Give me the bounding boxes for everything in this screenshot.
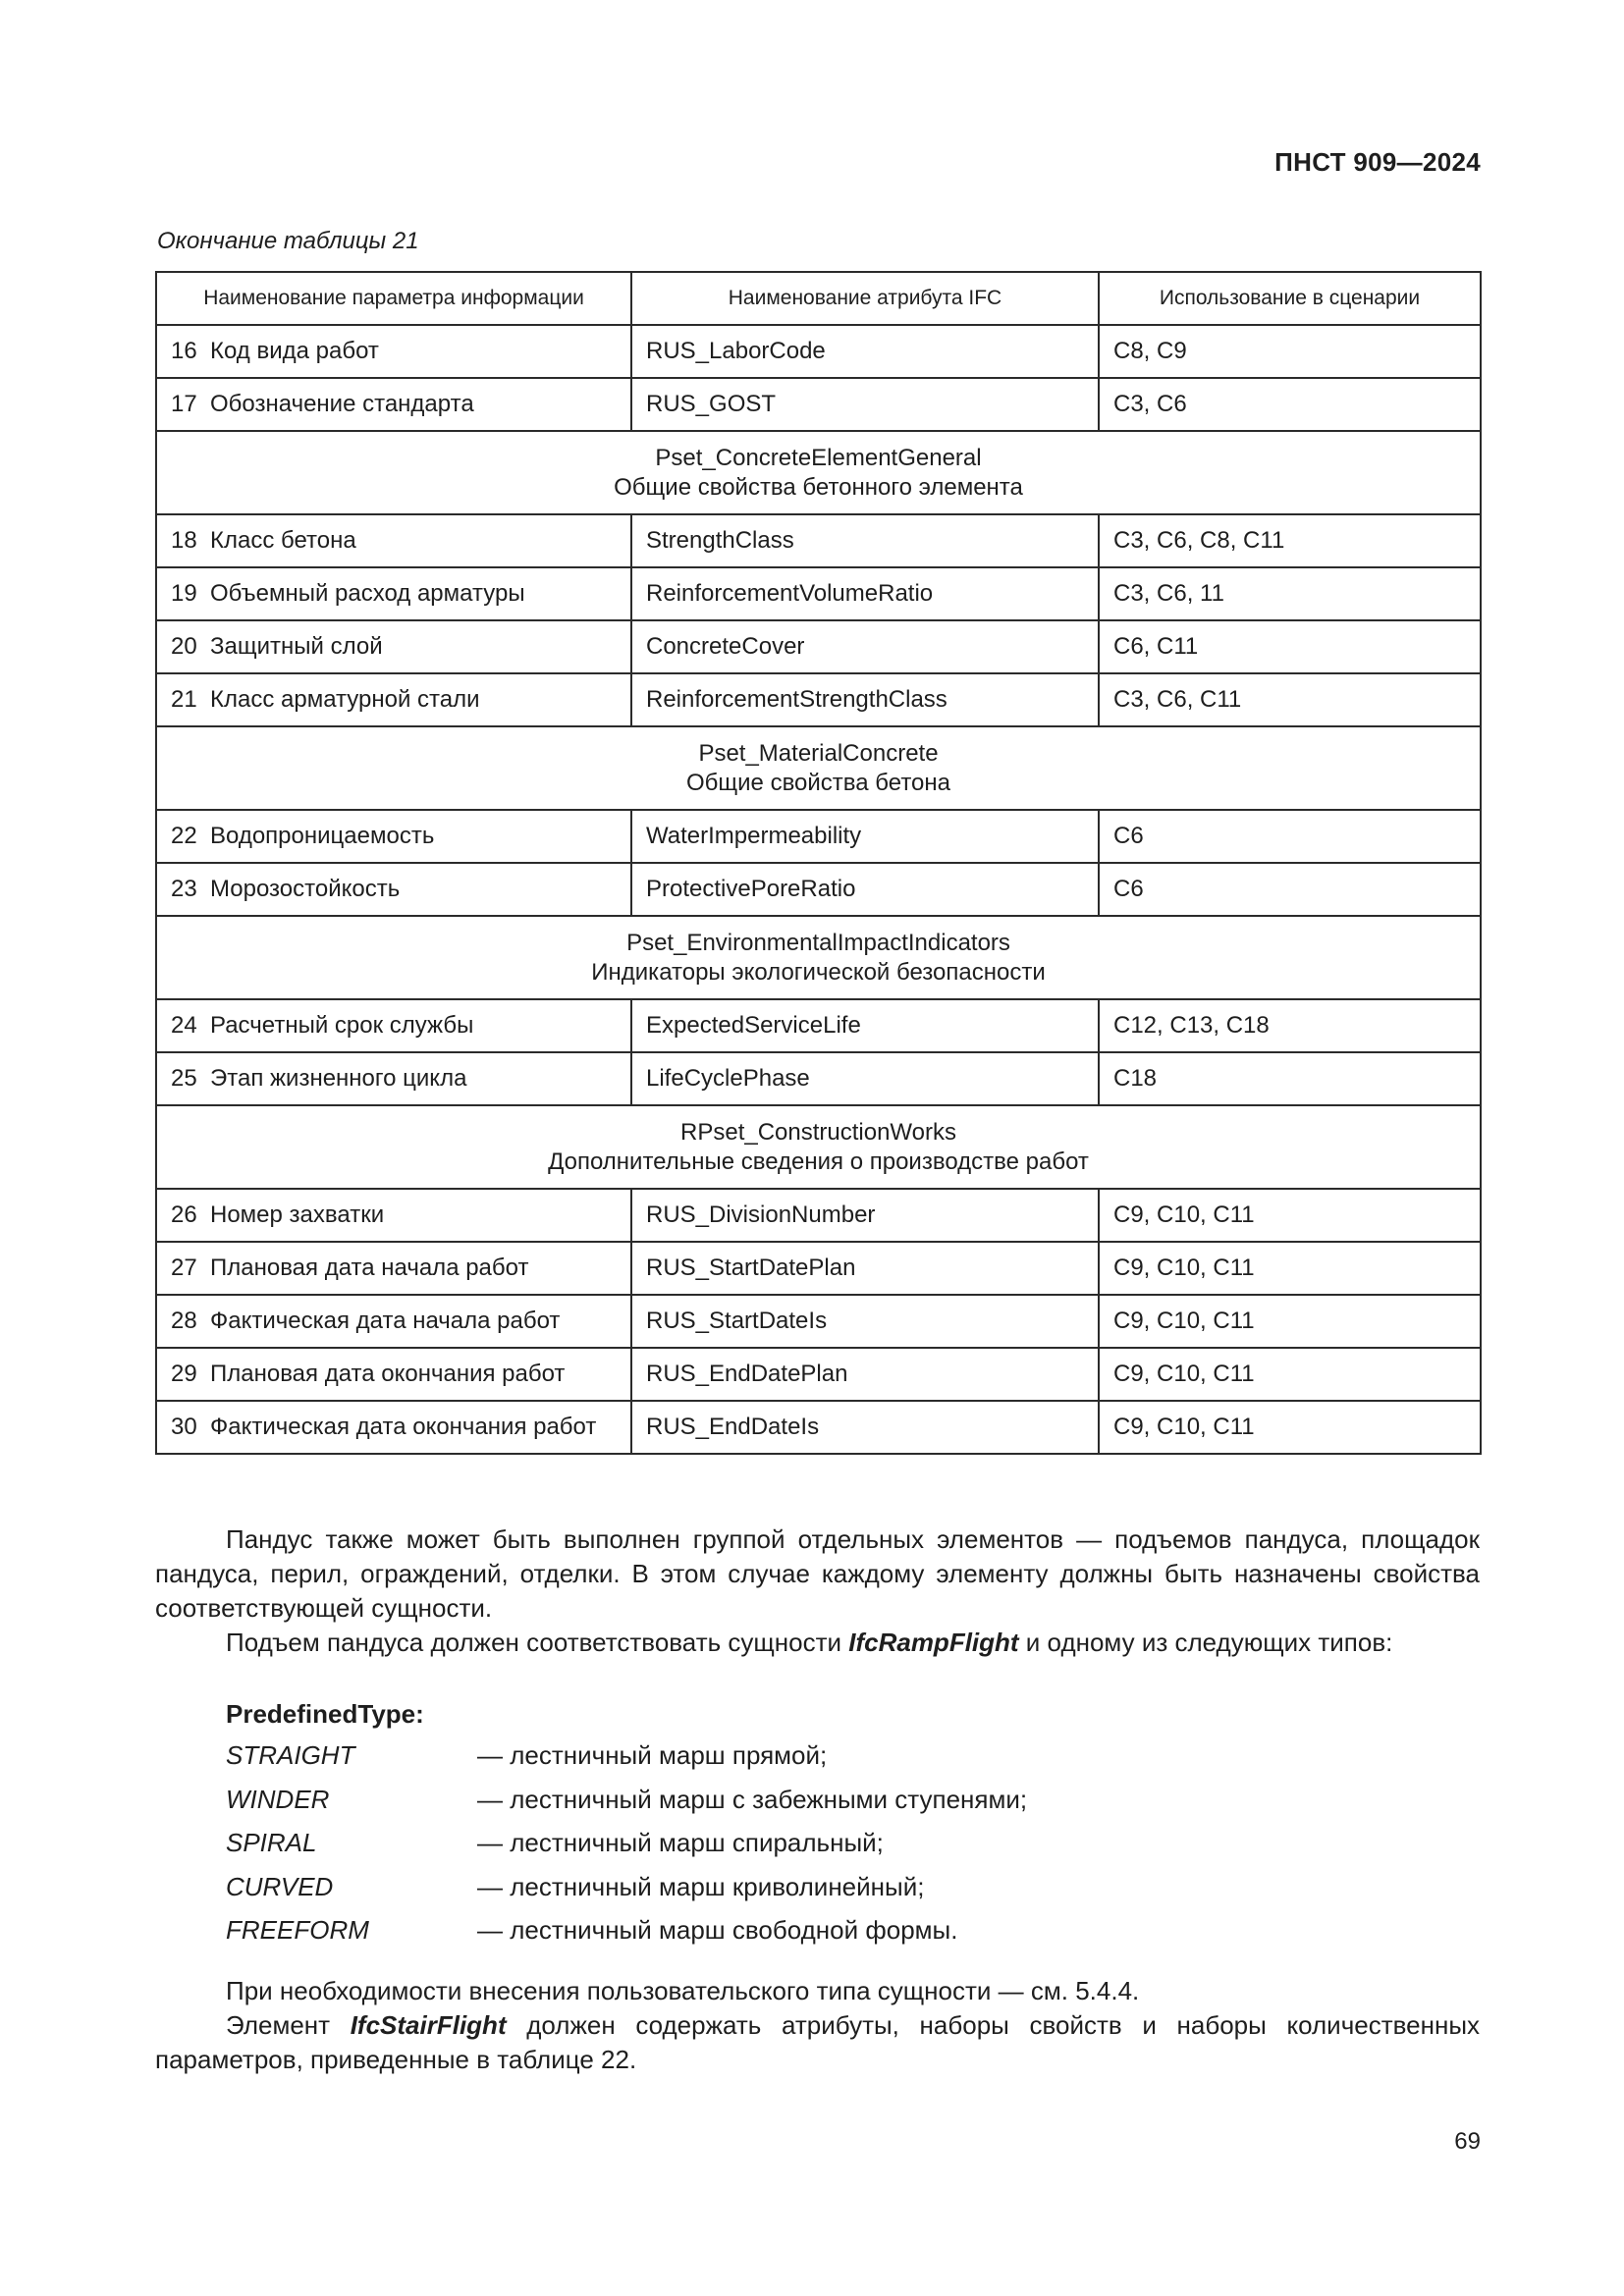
property-set-description: Общие свойства бетона [685,769,950,796]
table-row [156,863,1481,916]
predefined-type-key: SPIRAL [226,1828,317,1857]
table-body [156,325,1481,1454]
ifc-attribute-cell: RUS_StartDatePlan [631,1242,1099,1295]
row-number: 17 [171,391,197,417]
predefined-type-description: — лестничный марш криволинейный; [477,1871,925,1901]
scenario-usage-cell: C6, C11 [1099,620,1481,673]
scenario-usage-cell: C3, C6, C11 [1099,673,1481,726]
paragraph-ramp-flight-text: Подъем пандуса должен соответствовать сущности [226,1628,849,1657]
table-row [156,673,1481,726]
table-row [156,1348,1481,1401]
parameter-cell [156,673,631,726]
predefined-type-item [226,1825,1027,1869]
row-number: 27 [171,1255,197,1281]
page-number: 69 [1454,2128,1481,2155]
table-group-row [156,1105,1481,1189]
scenario-usage-cell: C9, C10, C11 [1099,1295,1481,1348]
paragraph-stair-flight-tail: должен содержать атрибуты, наборы свойств и наборы количественных параметров, приведенные в таблице 22. [155,2010,1481,2074]
predefined-type-description: — лестничный марш спиральный; [477,1828,884,1857]
table-header-row [156,272,1481,325]
ifc-attribute-cell: ConcreteCover [631,620,1099,673]
parameter-name: Класс бетона [210,527,356,554]
parameter-name: Расчетный срок службы [210,1012,474,1039]
parameter-name: Класс арматурной стали [210,686,480,713]
table-row [156,378,1481,431]
ifc-attribute-cell: StrengthClass [631,514,1099,567]
predefined-type-list [226,1737,1027,1956]
table-row [156,514,1481,567]
row-number: 18 [171,527,197,554]
parameter-name: Номер захватки [210,1201,385,1228]
ifc-attribute-cell: RUS_GOST [631,378,1099,431]
parameter-cell [156,325,631,378]
property-set-header [156,916,1481,999]
document-id: ПНСТ 909—2024 [1274,147,1481,177]
table-row [156,999,1481,1052]
property-set-header [156,726,1481,810]
table-row [156,1189,1481,1242]
ifc-attribute-cell: ReinforcementStrengthClass [631,673,1099,726]
row-number: 20 [171,633,197,660]
parameter-cell [156,1242,631,1295]
scenario-usage-cell: C18 [1099,1052,1481,1105]
row-number: 25 [171,1065,197,1092]
table-group-row [156,726,1481,810]
table-caption: Окончание таблицы 21 [157,228,419,254]
scenario-usage-cell: C3, C6, C8, C11 [1099,514,1481,567]
scenario-usage-cell: C3, C6, 11 [1099,567,1481,620]
predefined-type-key: STRAIGHT [226,1740,355,1770]
parameter-name: Этап жизненного цикла [210,1065,467,1092]
ifc-attribute-cell: RUS_EndDatePlan [631,1348,1099,1401]
ifc-attribute-cell: WaterImpermeability [631,810,1099,863]
property-set-name: Pset_MaterialConcrete [698,739,939,767]
entity-ifcstairflight: IfcStairFlight [350,2010,507,2040]
row-number: 24 [171,1012,197,1039]
ifc-attribute-cell: LifeCyclePhase [631,1052,1099,1105]
body-text [155,1522,1480,1660]
paragraph-custom-type: При необходимости внесения пользовательского типа сущности — см. 5.4.4. [226,1976,1140,2005]
table-row [156,1401,1481,1454]
parameter-cell [156,863,631,916]
predefined-type-description: — лестничный марш с забежными ступенями; [477,1784,1028,1814]
scenario-usage-cell: C6 [1099,863,1481,916]
parameter-name: Морозостойкость [210,876,401,902]
property-set-description: Общие свойства бетонного элемента [614,473,1023,501]
parameter-cell [156,620,631,673]
scenario-usage-cell: C9, C10, C11 [1099,1401,1481,1454]
scenario-usage-cell: C12, C13, C18 [1099,999,1481,1052]
parameter-cell [156,378,631,431]
table-group-row [156,916,1481,999]
property-set-name: Pset_ConcreteElementGeneral [655,444,982,471]
property-set-name: RPset_ConstructionWorks [680,1118,956,1146]
parameter-cell [156,810,631,863]
parameter-name: Плановая дата окончания работ [210,1361,566,1387]
predefined-type-key: FREEFORM [226,1915,369,1945]
ifc-attribute-cell: RUS_EndDateIs [631,1401,1099,1454]
table-row [156,1295,1481,1348]
ifc-attribute-cell: ExpectedServiceLife [631,999,1099,1052]
property-set-header [156,1105,1481,1189]
parameter-cell [156,999,631,1052]
parameter-name: Объемный расход арматуры [210,580,525,607]
scenario-usage-cell: C6 [1099,810,1481,863]
row-number: 30 [171,1414,197,1440]
parameter-name: Фактическая дата начала работ [210,1308,561,1334]
parameter-cell [156,1401,631,1454]
body-text-bottom [155,1974,1480,2077]
paragraph-ramp-elements: Пандус также может быть выполнен группой отдельных элементов — подъемов пандуса, площадок пандуса, перил, ограждений, отделки. В этом случае каждому элементу должны быть назначены свойства соответствующей сущности. [155,1524,1480,1623]
paragraph-ramp-flight-tail: и одному из следующих типов: [1018,1628,1393,1657]
predefined-type-key: CURVED [226,1871,334,1901]
parameter-name: Код вида работ [210,338,379,364]
parameter-cell [156,567,631,620]
scenario-usage-cell: C9, C10, C11 [1099,1242,1481,1295]
predefined-type-key: WINDER [226,1784,330,1814]
parameter-name: Защитный слой [210,633,383,660]
scenario-usage-cell: C8, C9 [1099,325,1481,378]
row-number: 22 [171,823,197,849]
row-number: 28 [171,1308,197,1334]
table-row [156,325,1481,378]
row-number: 23 [171,876,197,902]
predefined-type-item [226,1869,1027,1913]
predefined-type-item [226,1737,1027,1782]
ifc-attribute-cell: RUS_LaborCode [631,325,1099,378]
predefined-type-item [226,1782,1027,1826]
property-set-description: Дополнительные сведения о производстве работ [548,1148,1089,1175]
table-row [156,1242,1481,1295]
property-set-header [156,431,1481,514]
table-group-row [156,431,1481,514]
scenario-usage-cell: C9, C10, C11 [1099,1348,1481,1401]
predefined-type-description: — лестничный марш прямой; [477,1740,828,1770]
parameters-table [155,271,1482,1455]
column-header-parameter: Наименование параметра информации [156,272,631,325]
predefined-type-item [226,1912,1027,1956]
parameter-cell [156,1348,631,1401]
ifc-attribute-cell: ReinforcementVolumeRatio [631,567,1099,620]
table-row [156,1052,1481,1105]
ifc-attribute-cell: ProtectivePoreRatio [631,863,1099,916]
entity-ifcrampflight: IfcRampFlight [848,1628,1019,1657]
paragraph-stair-flight-text: Элемент [226,2010,351,2040]
parameter-cell [156,1295,631,1348]
property-set-name: Pset_EnvironmentalImpactIndicators [626,929,1010,956]
predefined-type-description: — лестничный марш свободной формы. [477,1915,958,1945]
column-header-ifc-attribute: Наименование атрибута IFC [631,272,1099,325]
parameter-cell [156,1189,631,1242]
row-number: 21 [171,686,197,713]
row-number: 19 [171,580,197,607]
column-header-scenario-usage: Использование в сценарии [1099,272,1481,325]
parameter-name: Фактическая дата окончания работ [210,1414,597,1440]
row-number: 26 [171,1201,197,1228]
parameter-cell [156,1052,631,1105]
ifc-attribute-cell: RUS_DivisionNumber [631,1189,1099,1242]
parameter-name: Водопроницаемость [210,823,435,849]
table-row [156,810,1481,863]
table-row [156,567,1481,620]
scenario-usage-cell: C3, C6 [1099,378,1481,431]
ifc-attribute-cell: RUS_StartDateIs [631,1295,1099,1348]
table-row [156,620,1481,673]
property-set-description: Индикаторы экологической безопасности [591,958,1046,986]
paragraph-ramp-flight [155,1626,1480,1660]
row-number: 29 [171,1361,197,1387]
predefined-type-label: PredefinedType: [226,1699,424,1729]
paragraph-stair-flight [155,2008,1480,2077]
parameter-name: Обозначение стандарта [210,391,474,417]
parameter-name: Плановая дата начала работ [210,1255,529,1281]
row-number: 16 [171,338,197,364]
parameter-cell [156,514,631,567]
scenario-usage-cell: C9, C10, C11 [1099,1189,1481,1242]
